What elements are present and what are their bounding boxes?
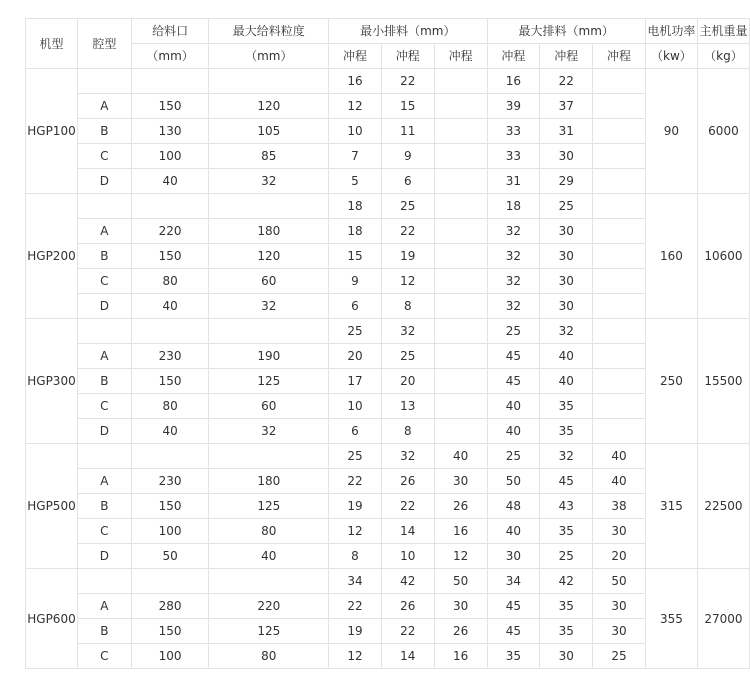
min-discharge-cell: 26 xyxy=(434,494,487,519)
table-row xyxy=(26,194,750,219)
main-weight-cell: 27000 xyxy=(697,569,749,669)
max-feed-size-cell: 32 xyxy=(209,169,329,194)
min-discharge-cell xyxy=(434,169,487,194)
max-discharge-cell: 35 xyxy=(540,619,593,644)
max-discharge-cell: 32 xyxy=(487,219,540,244)
max-feed-size-cell: 125 xyxy=(209,494,329,519)
table-row xyxy=(26,69,750,94)
table-row xyxy=(26,94,750,119)
min-discharge-cell: 30 xyxy=(434,594,487,619)
max-discharge-cell: 30 xyxy=(540,294,593,319)
header-max-feed-size-unit: （mm） xyxy=(209,44,329,69)
max-discharge-cell: 30 xyxy=(540,144,593,169)
table-row xyxy=(26,619,750,644)
min-discharge-cell: 8 xyxy=(381,294,434,319)
max-feed-size-cell: 80 xyxy=(209,644,329,669)
min-discharge-cell: 30 xyxy=(434,469,487,494)
feed-opening-cell: 130 xyxy=(131,119,209,144)
max-discharge-cell xyxy=(593,394,646,419)
max-feed-size-cell: 80 xyxy=(209,519,329,544)
cavity-cell xyxy=(77,319,131,344)
cavity-cell: C xyxy=(77,519,131,544)
min-discharge-cell: 22 xyxy=(381,619,434,644)
max-discharge-cell: 29 xyxy=(540,169,593,194)
max-discharge-cell: 32 xyxy=(487,294,540,319)
max-discharge-cell xyxy=(593,419,646,444)
main-weight-cell: 10600 xyxy=(697,194,749,319)
header-cavity: 腔型 xyxy=(77,19,131,69)
max-discharge-cell: 25 xyxy=(487,444,540,469)
min-discharge-cell: 15 xyxy=(381,94,434,119)
table-row xyxy=(26,344,750,369)
min-discharge-cell: 8 xyxy=(329,544,382,569)
max-discharge-cell: 33 xyxy=(487,119,540,144)
min-discharge-cell: 22 xyxy=(381,494,434,519)
min-discharge-cell: 13 xyxy=(381,394,434,419)
min-discharge-cell: 9 xyxy=(329,269,382,294)
max-discharge-cell: 18 xyxy=(487,194,540,219)
spec-table xyxy=(25,18,750,669)
model-name-cell: HGP200 xyxy=(26,194,78,319)
feed-opening-cell xyxy=(131,569,209,594)
feed-opening-cell: 150 xyxy=(131,619,209,644)
feed-opening-cell: 50 xyxy=(131,544,209,569)
table-row xyxy=(26,544,750,569)
cavity-cell xyxy=(77,444,131,469)
min-discharge-cell: 6 xyxy=(329,419,382,444)
feed-opening-cell: 80 xyxy=(131,269,209,294)
max-discharge-cell: 40 xyxy=(487,419,540,444)
max-discharge-cell: 42 xyxy=(540,569,593,594)
table-row xyxy=(26,144,750,169)
feed-opening-cell: 220 xyxy=(131,219,209,244)
feed-opening-cell xyxy=(131,194,209,219)
max-discharge-cell: 25 xyxy=(487,319,540,344)
max-discharge-cell xyxy=(593,244,646,269)
feed-opening-cell xyxy=(131,319,209,344)
min-discharge-cell xyxy=(434,369,487,394)
max-discharge-cell xyxy=(593,219,646,244)
max-discharge-cell: 35 xyxy=(540,594,593,619)
max-discharge-cell: 30 xyxy=(487,544,540,569)
min-discharge-cell: 50 xyxy=(434,569,487,594)
min-discharge-cell: 22 xyxy=(329,469,382,494)
max-discharge-cell: 43 xyxy=(540,494,593,519)
table-row xyxy=(26,319,750,344)
min-discharge-cell: 5 xyxy=(329,169,382,194)
max-feed-size-cell: 220 xyxy=(209,594,329,619)
max-discharge-cell: 31 xyxy=(487,169,540,194)
min-discharge-cell: 16 xyxy=(434,519,487,544)
max-discharge-cell xyxy=(593,194,646,219)
header-feed-opening: 给料口 xyxy=(131,19,209,44)
max-discharge-cell: 33 xyxy=(487,144,540,169)
header-max-stroke-3: 冲程 xyxy=(593,44,646,69)
cavity-cell: C xyxy=(77,644,131,669)
min-discharge-cell: 16 xyxy=(434,644,487,669)
motor-power-cell: 250 xyxy=(645,319,697,444)
header-max-discharge: 最大排料（mm） xyxy=(487,19,645,44)
cavity-cell: B xyxy=(77,494,131,519)
min-discharge-cell: 26 xyxy=(434,619,487,644)
cavity-cell: D xyxy=(77,544,131,569)
min-discharge-cell: 8 xyxy=(381,419,434,444)
max-discharge-cell xyxy=(593,69,646,94)
feed-opening-cell xyxy=(131,444,209,469)
min-discharge-cell: 11 xyxy=(381,119,434,144)
max-discharge-cell xyxy=(593,144,646,169)
min-discharge-cell xyxy=(434,294,487,319)
max-discharge-cell xyxy=(593,369,646,394)
min-discharge-cell: 10 xyxy=(381,544,434,569)
min-discharge-cell: 17 xyxy=(329,369,382,394)
max-feed-size-cell: 85 xyxy=(209,144,329,169)
cavity-cell: B xyxy=(77,244,131,269)
feed-opening-cell: 80 xyxy=(131,394,209,419)
min-discharge-cell: 22 xyxy=(329,594,382,619)
min-discharge-cell: 32 xyxy=(381,319,434,344)
max-discharge-cell: 30 xyxy=(593,594,646,619)
max-feed-size-cell: 125 xyxy=(209,619,329,644)
max-feed-size-cell: 40 xyxy=(209,544,329,569)
min-discharge-cell xyxy=(434,94,487,119)
min-discharge-cell: 6 xyxy=(329,294,382,319)
max-feed-size-cell xyxy=(209,569,329,594)
max-discharge-cell: 48 xyxy=(487,494,540,519)
header-min-stroke-1: 冲程 xyxy=(329,44,382,69)
cavity-cell: A xyxy=(77,219,131,244)
table-row xyxy=(26,644,750,669)
max-discharge-cell: 40 xyxy=(593,469,646,494)
model-name-cell: HGP500 xyxy=(26,444,78,569)
header-max-feed-size: 最大给料粒度 xyxy=(209,19,329,44)
feed-opening-cell: 280 xyxy=(131,594,209,619)
cavity-cell: B xyxy=(77,119,131,144)
feed-opening-cell: 100 xyxy=(131,144,209,169)
max-discharge-cell: 50 xyxy=(487,469,540,494)
cavity-cell: C xyxy=(77,144,131,169)
min-discharge-cell: 25 xyxy=(329,319,382,344)
motor-power-cell: 355 xyxy=(645,569,697,669)
table-row xyxy=(26,169,750,194)
header-main-weight: 主机重量 xyxy=(697,19,749,44)
min-discharge-cell: 10 xyxy=(329,394,382,419)
table-row xyxy=(26,494,750,519)
feed-opening-cell: 150 xyxy=(131,494,209,519)
table-row xyxy=(26,369,750,394)
min-discharge-cell: 26 xyxy=(381,469,434,494)
cavity-cell: D xyxy=(77,419,131,444)
max-discharge-cell: 30 xyxy=(540,244,593,269)
max-discharge-cell: 39 xyxy=(487,94,540,119)
max-discharge-cell: 30 xyxy=(593,619,646,644)
max-discharge-cell xyxy=(593,269,646,294)
header-feed-opening-unit: （mm） xyxy=(131,44,209,69)
max-discharge-cell: 20 xyxy=(593,544,646,569)
cavity-cell xyxy=(77,69,131,94)
table-row xyxy=(26,519,750,544)
min-discharge-cell xyxy=(434,144,487,169)
feed-opening-cell: 40 xyxy=(131,294,209,319)
max-discharge-cell: 35 xyxy=(540,394,593,419)
model-name-cell: HGP100 xyxy=(26,69,78,194)
max-discharge-cell: 45 xyxy=(487,619,540,644)
header-max-stroke-1: 冲程 xyxy=(487,44,540,69)
min-discharge-cell: 18 xyxy=(329,219,382,244)
cavity-cell: D xyxy=(77,169,131,194)
min-discharge-cell: 22 xyxy=(381,219,434,244)
header-min-discharge: 最小排料（mm） xyxy=(329,19,487,44)
max-discharge-cell: 35 xyxy=(540,419,593,444)
min-discharge-cell: 22 xyxy=(381,69,434,94)
min-discharge-cell: 20 xyxy=(329,344,382,369)
max-feed-size-cell: 60 xyxy=(209,394,329,419)
max-discharge-cell xyxy=(593,319,646,344)
table-row xyxy=(26,569,750,594)
feed-opening-cell: 230 xyxy=(131,469,209,494)
main-weight-cell: 6000 xyxy=(697,69,749,194)
cavity-cell xyxy=(77,194,131,219)
min-discharge-cell xyxy=(434,319,487,344)
max-discharge-cell: 40 xyxy=(593,444,646,469)
max-feed-size-cell: 32 xyxy=(209,419,329,444)
feed-opening-cell: 150 xyxy=(131,369,209,394)
max-discharge-cell: 32 xyxy=(540,444,593,469)
max-discharge-cell: 32 xyxy=(540,319,593,344)
max-discharge-cell xyxy=(593,119,646,144)
max-discharge-cell: 35 xyxy=(487,644,540,669)
min-discharge-cell: 14 xyxy=(381,644,434,669)
max-discharge-cell: 38 xyxy=(593,494,646,519)
motor-power-cell: 90 xyxy=(645,69,697,194)
min-discharge-cell: 12 xyxy=(329,519,382,544)
header-model: 机型 xyxy=(26,19,78,69)
max-feed-size-cell: 120 xyxy=(209,244,329,269)
max-feed-size-cell: 180 xyxy=(209,219,329,244)
table-row xyxy=(26,119,750,144)
max-feed-size-cell xyxy=(209,319,329,344)
main-weight-cell: 15500 xyxy=(697,319,749,444)
max-discharge-cell: 32 xyxy=(487,244,540,269)
model-name-cell: HGP300 xyxy=(26,319,78,444)
header-motor-power-unit: （kw） xyxy=(645,44,697,69)
max-discharge-cell: 40 xyxy=(487,394,540,419)
min-discharge-cell: 14 xyxy=(381,519,434,544)
cavity-cell xyxy=(77,569,131,594)
max-feed-size-cell xyxy=(209,194,329,219)
max-feed-size-cell: 60 xyxy=(209,269,329,294)
cavity-cell: C xyxy=(77,394,131,419)
max-feed-size-cell: 32 xyxy=(209,294,329,319)
max-discharge-cell: 25 xyxy=(593,644,646,669)
feed-opening-cell: 150 xyxy=(131,244,209,269)
max-discharge-cell: 25 xyxy=(540,194,593,219)
feed-opening-cell: 230 xyxy=(131,344,209,369)
model-name-cell: HGP600 xyxy=(26,569,78,669)
max-discharge-cell: 45 xyxy=(540,469,593,494)
min-discharge-cell: 42 xyxy=(381,569,434,594)
max-discharge-cell: 30 xyxy=(540,644,593,669)
cavity-cell: D xyxy=(77,294,131,319)
max-discharge-cell xyxy=(593,344,646,369)
header-motor-power: 电机功率 xyxy=(645,19,697,44)
min-discharge-cell: 26 xyxy=(381,594,434,619)
min-discharge-cell: 18 xyxy=(329,194,382,219)
max-feed-size-cell: 125 xyxy=(209,369,329,394)
min-discharge-cell xyxy=(434,119,487,144)
max-discharge-cell xyxy=(593,169,646,194)
table-row xyxy=(26,244,750,269)
max-feed-size-cell: 190 xyxy=(209,344,329,369)
min-discharge-cell: 12 xyxy=(381,269,434,294)
feed-opening-cell: 100 xyxy=(131,519,209,544)
max-discharge-cell: 16 xyxy=(487,69,540,94)
feed-opening-cell: 150 xyxy=(131,94,209,119)
max-discharge-cell: 40 xyxy=(540,344,593,369)
header-min-stroke-2: 冲程 xyxy=(381,44,434,69)
min-discharge-cell: 19 xyxy=(329,619,382,644)
table-row xyxy=(26,444,750,469)
feed-opening-cell xyxy=(131,69,209,94)
min-discharge-cell: 32 xyxy=(381,444,434,469)
min-discharge-cell xyxy=(434,219,487,244)
min-discharge-cell: 10 xyxy=(329,119,382,144)
table-row xyxy=(26,594,750,619)
cavity-cell: A xyxy=(77,469,131,494)
max-discharge-cell xyxy=(593,294,646,319)
min-discharge-cell: 19 xyxy=(381,244,434,269)
cavity-cell: A xyxy=(77,94,131,119)
max-discharge-cell: 45 xyxy=(487,369,540,394)
feed-opening-cell: 40 xyxy=(131,169,209,194)
max-discharge-cell: 34 xyxy=(487,569,540,594)
min-discharge-cell: 20 xyxy=(381,369,434,394)
max-discharge-cell: 45 xyxy=(487,594,540,619)
main-weight-cell: 22500 xyxy=(697,444,749,569)
min-discharge-cell: 25 xyxy=(329,444,382,469)
min-discharge-cell: 25 xyxy=(381,194,434,219)
max-discharge-cell: 37 xyxy=(540,94,593,119)
feed-opening-cell: 100 xyxy=(131,644,209,669)
table-row xyxy=(26,394,750,419)
max-feed-size-cell xyxy=(209,69,329,94)
cavity-cell: A xyxy=(77,344,131,369)
table-row xyxy=(26,419,750,444)
feed-opening-cell: 40 xyxy=(131,419,209,444)
min-discharge-cell: 7 xyxy=(329,144,382,169)
max-discharge-cell: 30 xyxy=(540,219,593,244)
min-discharge-cell xyxy=(434,244,487,269)
max-discharge-cell: 25 xyxy=(540,544,593,569)
table-body xyxy=(26,69,750,669)
motor-power-cell: 315 xyxy=(645,444,697,569)
max-discharge-cell: 30 xyxy=(540,269,593,294)
max-feed-size-cell: 105 xyxy=(209,119,329,144)
min-discharge-cell: 25 xyxy=(381,344,434,369)
min-discharge-cell: 16 xyxy=(329,69,382,94)
min-discharge-cell: 15 xyxy=(329,244,382,269)
min-discharge-cell: 40 xyxy=(434,444,487,469)
table-header xyxy=(26,19,750,69)
max-discharge-cell xyxy=(593,94,646,119)
cavity-cell: C xyxy=(77,269,131,294)
max-feed-size-cell: 180 xyxy=(209,469,329,494)
max-discharge-cell: 35 xyxy=(540,519,593,544)
min-discharge-cell: 19 xyxy=(329,494,382,519)
cavity-cell: A xyxy=(77,594,131,619)
min-discharge-cell: 9 xyxy=(381,144,434,169)
max-discharge-cell: 40 xyxy=(540,369,593,394)
table-row xyxy=(26,269,750,294)
table-row xyxy=(26,219,750,244)
max-feed-size-cell: 120 xyxy=(209,94,329,119)
header-min-stroke-3: 冲程 xyxy=(434,44,487,69)
max-discharge-cell: 45 xyxy=(487,344,540,369)
max-discharge-cell: 50 xyxy=(593,569,646,594)
header-max-stroke-2: 冲程 xyxy=(540,44,593,69)
header-main-weight-unit: （kg） xyxy=(697,44,749,69)
max-discharge-cell: 22 xyxy=(540,69,593,94)
min-discharge-cell: 12 xyxy=(329,644,382,669)
max-feed-size-cell xyxy=(209,444,329,469)
max-discharge-cell: 32 xyxy=(487,269,540,294)
table-row xyxy=(26,294,750,319)
min-discharge-cell xyxy=(434,344,487,369)
min-discharge-cell: 34 xyxy=(329,569,382,594)
min-discharge-cell: 12 xyxy=(434,544,487,569)
min-discharge-cell xyxy=(434,394,487,419)
motor-power-cell: 160 xyxy=(645,194,697,319)
min-discharge-cell: 6 xyxy=(381,169,434,194)
min-discharge-cell xyxy=(434,194,487,219)
table-row xyxy=(26,469,750,494)
cavity-cell: B xyxy=(77,369,131,394)
max-discharge-cell: 31 xyxy=(540,119,593,144)
min-discharge-cell xyxy=(434,419,487,444)
cavity-cell: B xyxy=(77,619,131,644)
min-discharge-cell: 12 xyxy=(329,94,382,119)
max-discharge-cell: 40 xyxy=(487,519,540,544)
min-discharge-cell xyxy=(434,269,487,294)
min-discharge-cell xyxy=(434,69,487,94)
max-discharge-cell: 30 xyxy=(593,519,646,544)
